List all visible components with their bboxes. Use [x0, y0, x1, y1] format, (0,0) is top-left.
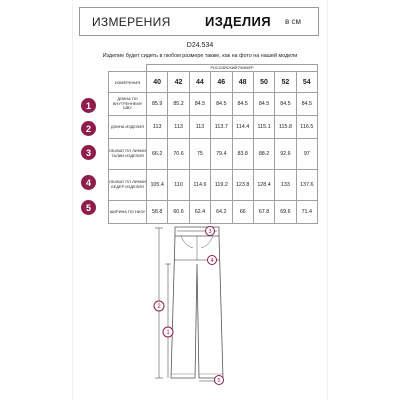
diagram-marker-2 [154, 301, 164, 311]
table-cell: 92.6 [275, 139, 296, 170]
table-row [109, 170, 318, 201]
table-cell: 113 [189, 116, 210, 139]
table-row [109, 93, 318, 116]
size-header: 48 [232, 72, 253, 93]
table-cell: 137.6 [296, 170, 317, 201]
svg-text:4: 4 [210, 258, 214, 264]
header-unit: в см [285, 17, 301, 26]
size-header: 44 [189, 72, 210, 93]
table-cell: 83.8 [232, 139, 253, 170]
row-label: ДЛИНА ПО ВНУТРЕННЕМУ ШВУ [109, 93, 147, 116]
table-cell: 128.4 [253, 170, 274, 201]
table-cell: 113 [168, 116, 189, 139]
table-cell: 79.4 [211, 139, 232, 170]
row-badge-3: 3 [81, 145, 96, 160]
table-cell: 115.1 [253, 116, 274, 139]
table-cell: 84.5 [275, 93, 296, 116]
svg-text:3: 3 [208, 229, 212, 235]
table-cell: 66.2 [147, 139, 168, 170]
table-cell: 110 [168, 170, 189, 201]
table-cell: 85.9 [147, 93, 168, 116]
size-header: 40 [147, 72, 168, 93]
size-header: 50 [253, 72, 274, 93]
table-cell: 84.5 [296, 93, 317, 116]
table-cell: 71.4 [296, 201, 317, 224]
table-cell: 75 [189, 139, 210, 170]
diagram-marker-5 [215, 376, 224, 385]
diagram-marker-1 [163, 327, 173, 337]
header-box [79, 7, 319, 36]
table-cell: 85.2 [168, 93, 189, 116]
table-cell: 66 [232, 201, 253, 224]
svg-text:5: 5 [217, 378, 221, 384]
table-cell: 116.5 [296, 116, 317, 139]
size-table [108, 64, 318, 224]
table-cell: 114.4 [232, 116, 253, 139]
size-header: 52 [275, 72, 296, 93]
table-cell: 70.6 [168, 139, 189, 170]
trousers-outline [171, 227, 223, 378]
row-badge-1: 1 [81, 98, 96, 113]
table-cell: 115.8 [275, 116, 296, 139]
table-cell: 69.6 [275, 201, 296, 224]
table-cell: 67.8 [253, 201, 274, 224]
table-row [109, 139, 318, 170]
trousers-diagram [73, 220, 327, 395]
row-badge-5: 5 [81, 200, 96, 215]
header-title-measurements: ИЗМЕРЕНИЯ [92, 15, 171, 29]
table-cell: 64.2 [211, 201, 232, 224]
size-header: 46 [211, 72, 232, 93]
row-badge-2: 2 [81, 121, 96, 136]
article-code: D24.534 [186, 42, 214, 49]
size-header: 54 [296, 72, 317, 93]
table-row [109, 116, 318, 139]
measurement-lines [155, 228, 223, 381]
russian-size-row [109, 65, 318, 72]
svg-text:1: 1 [166, 330, 170, 337]
row-label: ДЛИНА ИЗДЕЛИЯ [109, 116, 147, 139]
table-cell: 114.6 [189, 170, 210, 201]
diagram-marker-4 [208, 256, 217, 265]
row-label: ШИРИНА ПО НИЗУ [109, 201, 147, 224]
table-cell: 84.5 [211, 93, 232, 116]
table-cell: 58.8 [147, 201, 168, 224]
fit-note: Изделие будет сидеть в любом размере также, как на фото на нашей модели [102, 53, 298, 59]
table-cell: 84.5 [253, 93, 274, 116]
table-cell: 97 [296, 139, 317, 170]
table-cell: 84.5 [189, 93, 210, 116]
row-label: ОБХВАТ ПО ЛИНИИ ТАЛИИ ИЗДЕЛИЯ [109, 139, 147, 170]
row-badge-4: 4 [81, 175, 96, 190]
table-cell: 84.5 [232, 93, 253, 116]
table-cell: 60.6 [168, 201, 189, 224]
size-header: 42 [168, 72, 189, 93]
row-label: ОБХВАТ ПО ЛИНИИ БЕДЕР ИЗДЕЛИЯ [109, 170, 147, 201]
table-cell: 62.4 [189, 201, 210, 224]
table-cell: 113 [147, 116, 168, 139]
table-cell: 123.8 [232, 170, 253, 201]
measure-label: ИЗМЕРЕНИЯ [109, 72, 147, 93]
table-cell: 119.2 [211, 170, 232, 201]
table-cell: 88.2 [253, 139, 274, 170]
table-cell: 105.4 [147, 170, 168, 201]
size-chart-sheet [73, 0, 327, 400]
svg-text:2: 2 [157, 304, 161, 311]
table-cell: 113.7 [211, 116, 232, 139]
table-cell: 133 [275, 170, 296, 201]
header-title-product: ИЗДЕЛИЯ [205, 14, 272, 29]
table-header-row [109, 72, 318, 93]
diagram-marker-3 [206, 227, 215, 236]
russian-size-label: РОССИЙСКИЙ РАЗМЕР [147, 65, 318, 72]
